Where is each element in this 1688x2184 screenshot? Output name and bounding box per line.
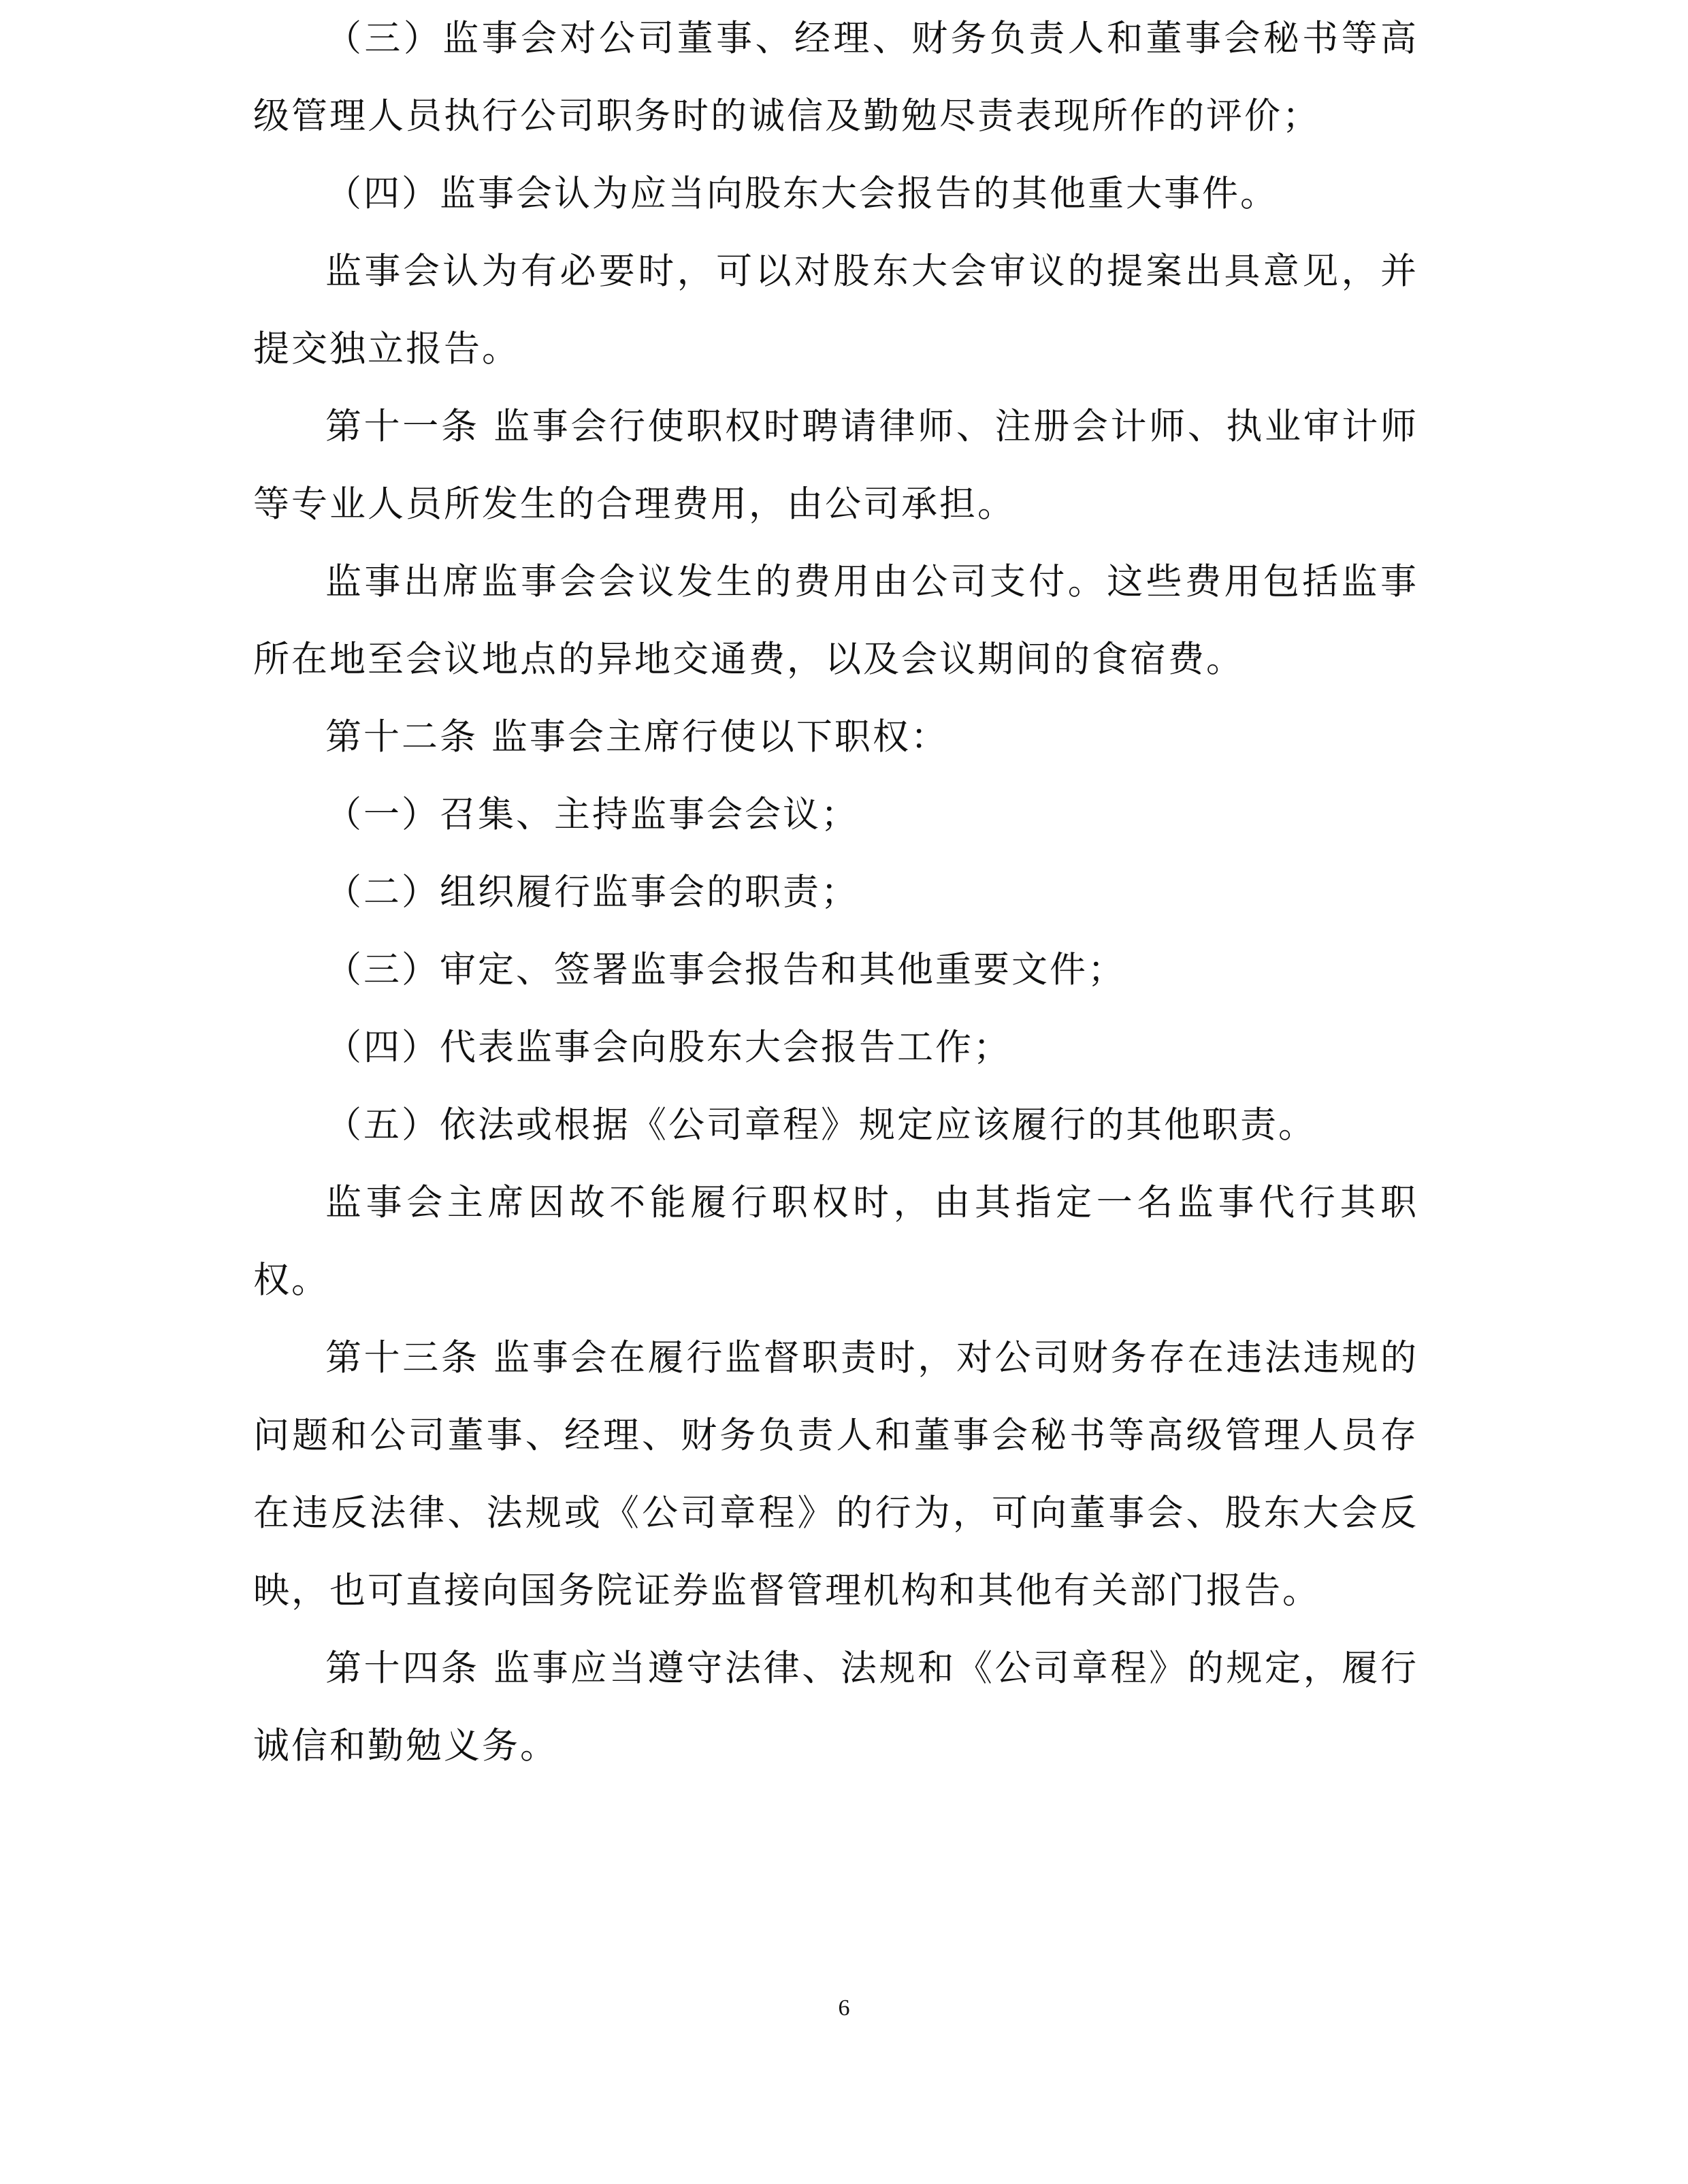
paragraph-chairman-substitute: 监事会主席因故不能履行职权时，由其指定一名监事代行其职权。 <box>253 1182 1418 1301</box>
chairman-power-4: （四）代表监事会向股东大会报告工作； <box>325 1027 1011 1068</box>
article-13-supervision: 第十三条 监事会在履行监督职责时，对公司财务存在违法违规的问题和公司董事、经理、财务负责人和董事会秘书等高级管理人员存在违反法律、法规或《公司章程》的行为，可向董事会、股东大会反映，也可直接向国务院证券监督管理机构和其他有关部门报告。 <box>253 1337 1418 1611</box>
chairman-power-5: （五）依法或根据《公司章程》规定应该履行的其他职责。 <box>325 1104 1316 1146</box>
paragraph-independent-report: 监事会认为有必要时，可以对股东大会审议的提案出具意见，并提交独立报告。 <box>253 251 1418 370</box>
article-12-chairman-powers: 第十二条 监事会主席行使以下职权： <box>325 716 949 758</box>
chairman-power-1: （一）召集、主持监事会会议； <box>325 794 859 835</box>
chairman-power-3: （三）审定、签署监事会报告和其他重要文件； <box>325 949 1126 991</box>
page-number: 6 <box>838 1995 850 2021</box>
document-body <box>253 0 1418 1785</box>
paragraph-item-4-other-events: （四）监事会认为应当向股东大会报告的其他重大事件。 <box>325 173 1278 214</box>
paragraph-item-3-evaluation: （三）监事会对公司董事、经理、财务负责人和董事会秘书等高级管理人员执行公司职务时的诚信及勤勉尽责表现所作的评价； <box>253 18 1418 137</box>
article-14-obligations: 第十四条 监事应当遵守法律、法规和《公司章程》的规定，履行诚信和勤勉义务。 <box>253 1648 1418 1767</box>
chairman-power-2: （二）组织履行监事会的职责； <box>325 871 859 913</box>
paragraph-meeting-costs: 监事出席监事会会议发生的费用由公司支付。这些费用包括监事所在地至会议地点的异地交通费，以及会议期间的食宿费。 <box>253 561 1418 680</box>
article-11-expenses: 第十一条 监事会行使职权时聘请律师、注册会计师、执业审计师等专业人员所发生的合理费用，由公司承担。 <box>253 406 1418 525</box>
